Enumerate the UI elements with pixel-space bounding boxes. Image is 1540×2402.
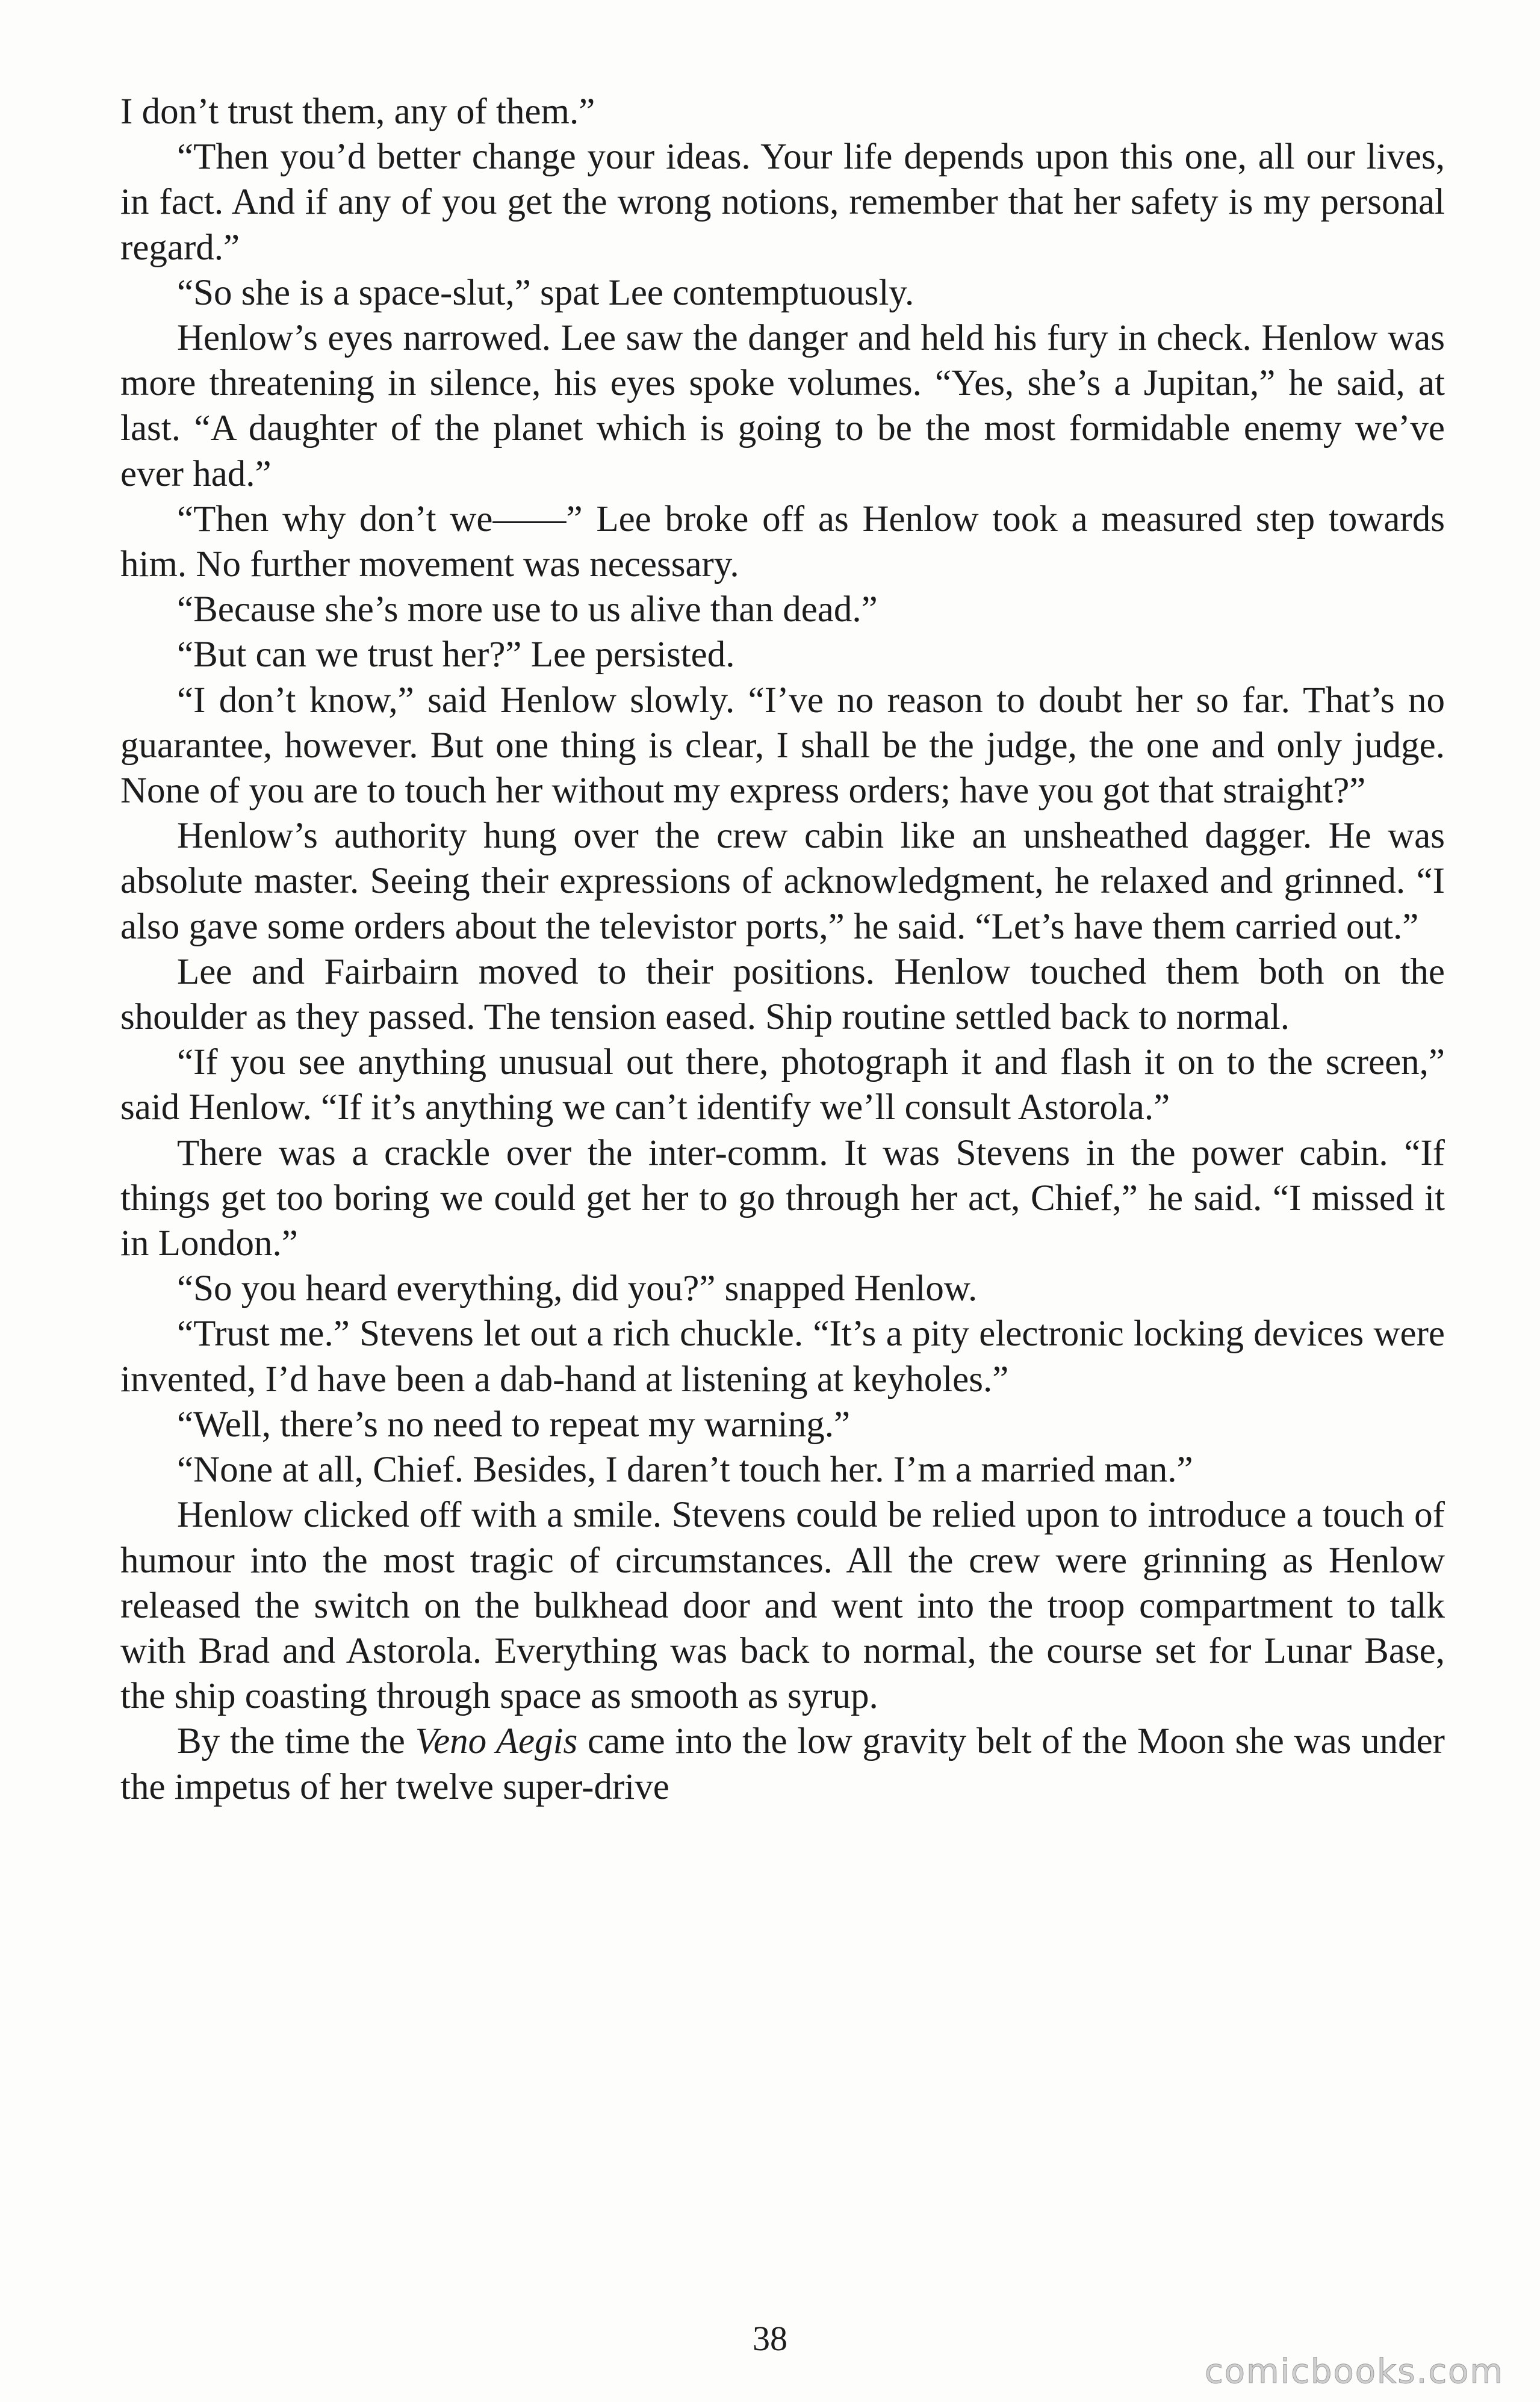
page-number: 38 (753, 2319, 787, 2358)
paragraph: “Because she’s more use to us alive than dead.” (177, 589, 878, 630)
paragraph: There was a crackle over the inter-comm. It was Stevens in the power cabin. “If things get too boring we could get her to go through her act, Chief,” he said. “I missed it in London.” (120, 1132, 1445, 1264)
paragraph: “None at all, Chief. Besides, I daren’t touch her. I’m a married man.” (177, 1450, 1193, 1491)
paragraph: “But can we trust her?” Lee persisted. (177, 635, 735, 675)
paragraph: “So she is a space-slut,” spat Lee contemptuously. (177, 272, 914, 313)
ship-name: Veno Aegis (415, 1721, 578, 1762)
body-text (120, 89, 1445, 1810)
paragraph: Henlow clicked off with a smile. Stevens could be relied upon to introduce a touch of humour into the most tragic of circumstances. All the crew were grinning as Henlow released the switch on the bulkhead door and went into the troop compartment to talk with Brad and Astorola. Everything was back to normal, the course set for Lunar Base, the ship coasting through space as smooth as syrup. (120, 1495, 1445, 1717)
site-watermark: comicbooks.com (1204, 2352, 1504, 2391)
paragraph: “Then you’d better change your ideas. Your life depends upon this one, all our lives, in fact. And if any of you get the wrong notions, remember that her safety is my personal regard.” (120, 137, 1445, 268)
paragraph: Lee and Fairbairn moved to their positions. Henlow touched them both on the shoulder as they passed. The tension eased. Ship routine settled back to normal. (120, 951, 1445, 1038)
paragraph-last-tail: came into the low gravity belt of the Moon she was under the impetus of her twelve super-drive (120, 1721, 1445, 1807)
paragraph-last-lead: By the time the (177, 1721, 415, 1762)
paragraph-last (120, 1719, 1445, 1809)
paragraph: Henlow’s eyes narrowed. Lee saw the danger and held his fury in check. Henlow was more threatening in silence, his eyes spoke volumes. “Yes, she’s a Jupitan,” he said, at last. “A daughter of the planet which is going to be the most formidable enemy we’ve ever had.” (120, 318, 1445, 494)
paragraph: “If you see anything unusual out there, photograph it and flash it on to the screen,” said Henlow. “If it’s anything we can’t identify we’ll consult Astorola.” (120, 1042, 1445, 1128)
paragraph: Henlow’s authority hung over the crew cabin like an unsheathed dagger. He was absolute master. Seeing their expressions of acknowledgment, he relaxed and grinned. “I also gave some orders about the televistor ports,” he said. “Let’s have them carried out.” (120, 816, 1445, 947)
paragraph: “Then why don’t we——” Lee broke off as Henlow took a measured step towards him. No further movement was necessary. (120, 498, 1445, 585)
paragraph: “I don’t know,” said Henlow slowly. “I’ve no reason to doubt her so far. That’s no guarantee, however. But one thing is clear, I shall be the judge, the one and only judge. None of you are to touch her without my express orders; have you got that straight?” (120, 680, 1445, 812)
paragraph: “So you heard everything, did you?” snapped Henlow. (177, 1268, 978, 1309)
paragraph: I don’t trust them, any of them.” (120, 92, 595, 132)
paragraph: “Well, there’s no need to repeat my warning.” (177, 1404, 851, 1445)
paragraph: “Trust me.” Stevens let out a rich chuckle. “It’s a pity electronic locking devices were invented, I’d have been a dab-hand at listening at keyholes.” (120, 1314, 1445, 1400)
